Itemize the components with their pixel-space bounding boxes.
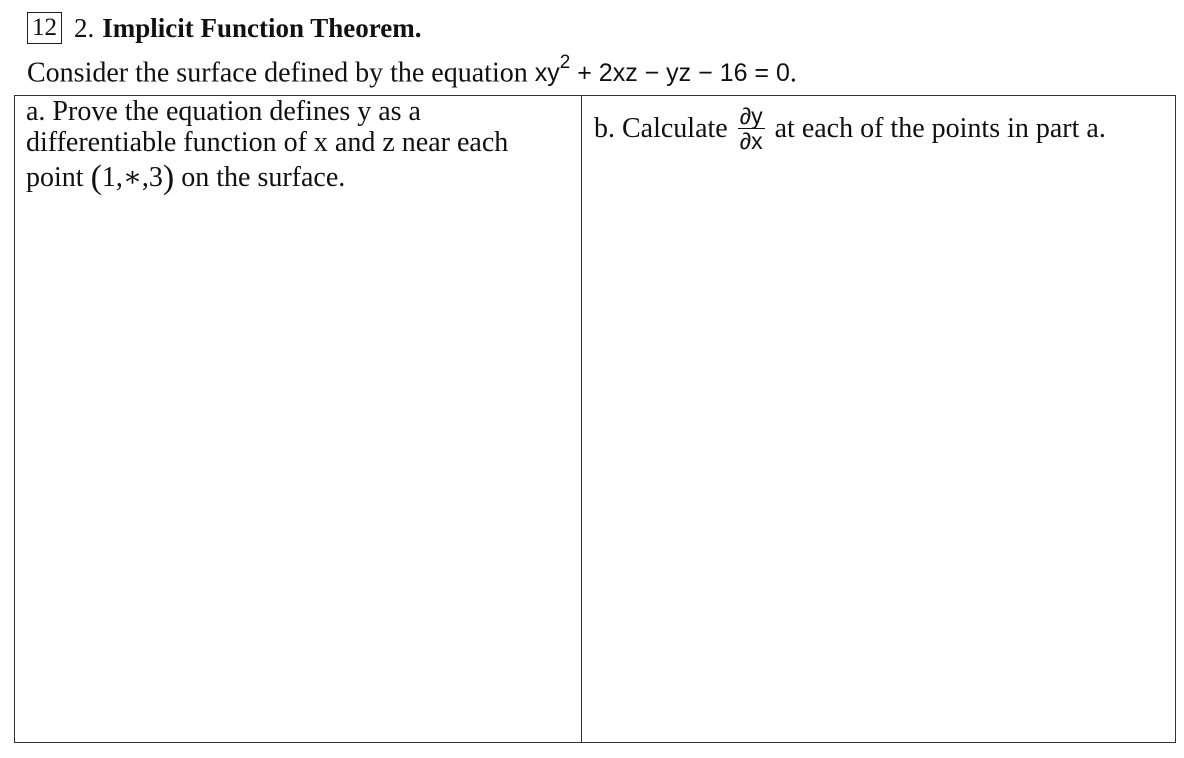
surface-equation bbox=[534, 52, 790, 88]
part-b-prefix: b. Calculate bbox=[594, 112, 728, 144]
equation-exponent: 2 bbox=[559, 52, 571, 73]
fraction-denominator: ∂x bbox=[739, 128, 763, 154]
part-b-cell[interactable] bbox=[582, 96, 1175, 742]
part-a-line-1: a. Prove the equation defines y as a bbox=[26, 96, 421, 127]
point-close-paren: ) bbox=[162, 159, 175, 196]
point-coordinates: 1,∗,3 bbox=[101, 162, 163, 193]
part-b-suffix: at each of the points in part a. bbox=[774, 112, 1106, 144]
part-a-point-word: point bbox=[26, 162, 84, 193]
problem-statement bbox=[27, 52, 797, 89]
problem-heading bbox=[27, 11, 422, 45]
equation-lhs: xy bbox=[534, 59, 560, 88]
points-box: 12 bbox=[27, 12, 62, 44]
equation-rest: + 2xz − yz − 16 = 0 bbox=[570, 59, 790, 88]
part-a-cell[interactable] bbox=[15, 96, 582, 742]
part-a-line-2: differentiable function of x and z near each bbox=[26, 127, 509, 158]
answer-table bbox=[14, 95, 1176, 743]
part-a-line-3 bbox=[26, 159, 581, 196]
point-open-paren: ( bbox=[90, 159, 102, 196]
partial-derivative-fraction bbox=[738, 104, 765, 153]
problem-number: 2. bbox=[74, 12, 95, 43]
part-b-prompt bbox=[594, 104, 1106, 153]
fraction-numerator: ∂y bbox=[739, 103, 763, 129]
statement-period: . bbox=[789, 57, 797, 89]
statement-text: Consider the surface defined by the equation bbox=[27, 57, 528, 89]
part-a-line-3-end: on the surface. bbox=[181, 162, 346, 193]
problem-title: Implicit Function Theorem. bbox=[102, 12, 422, 43]
